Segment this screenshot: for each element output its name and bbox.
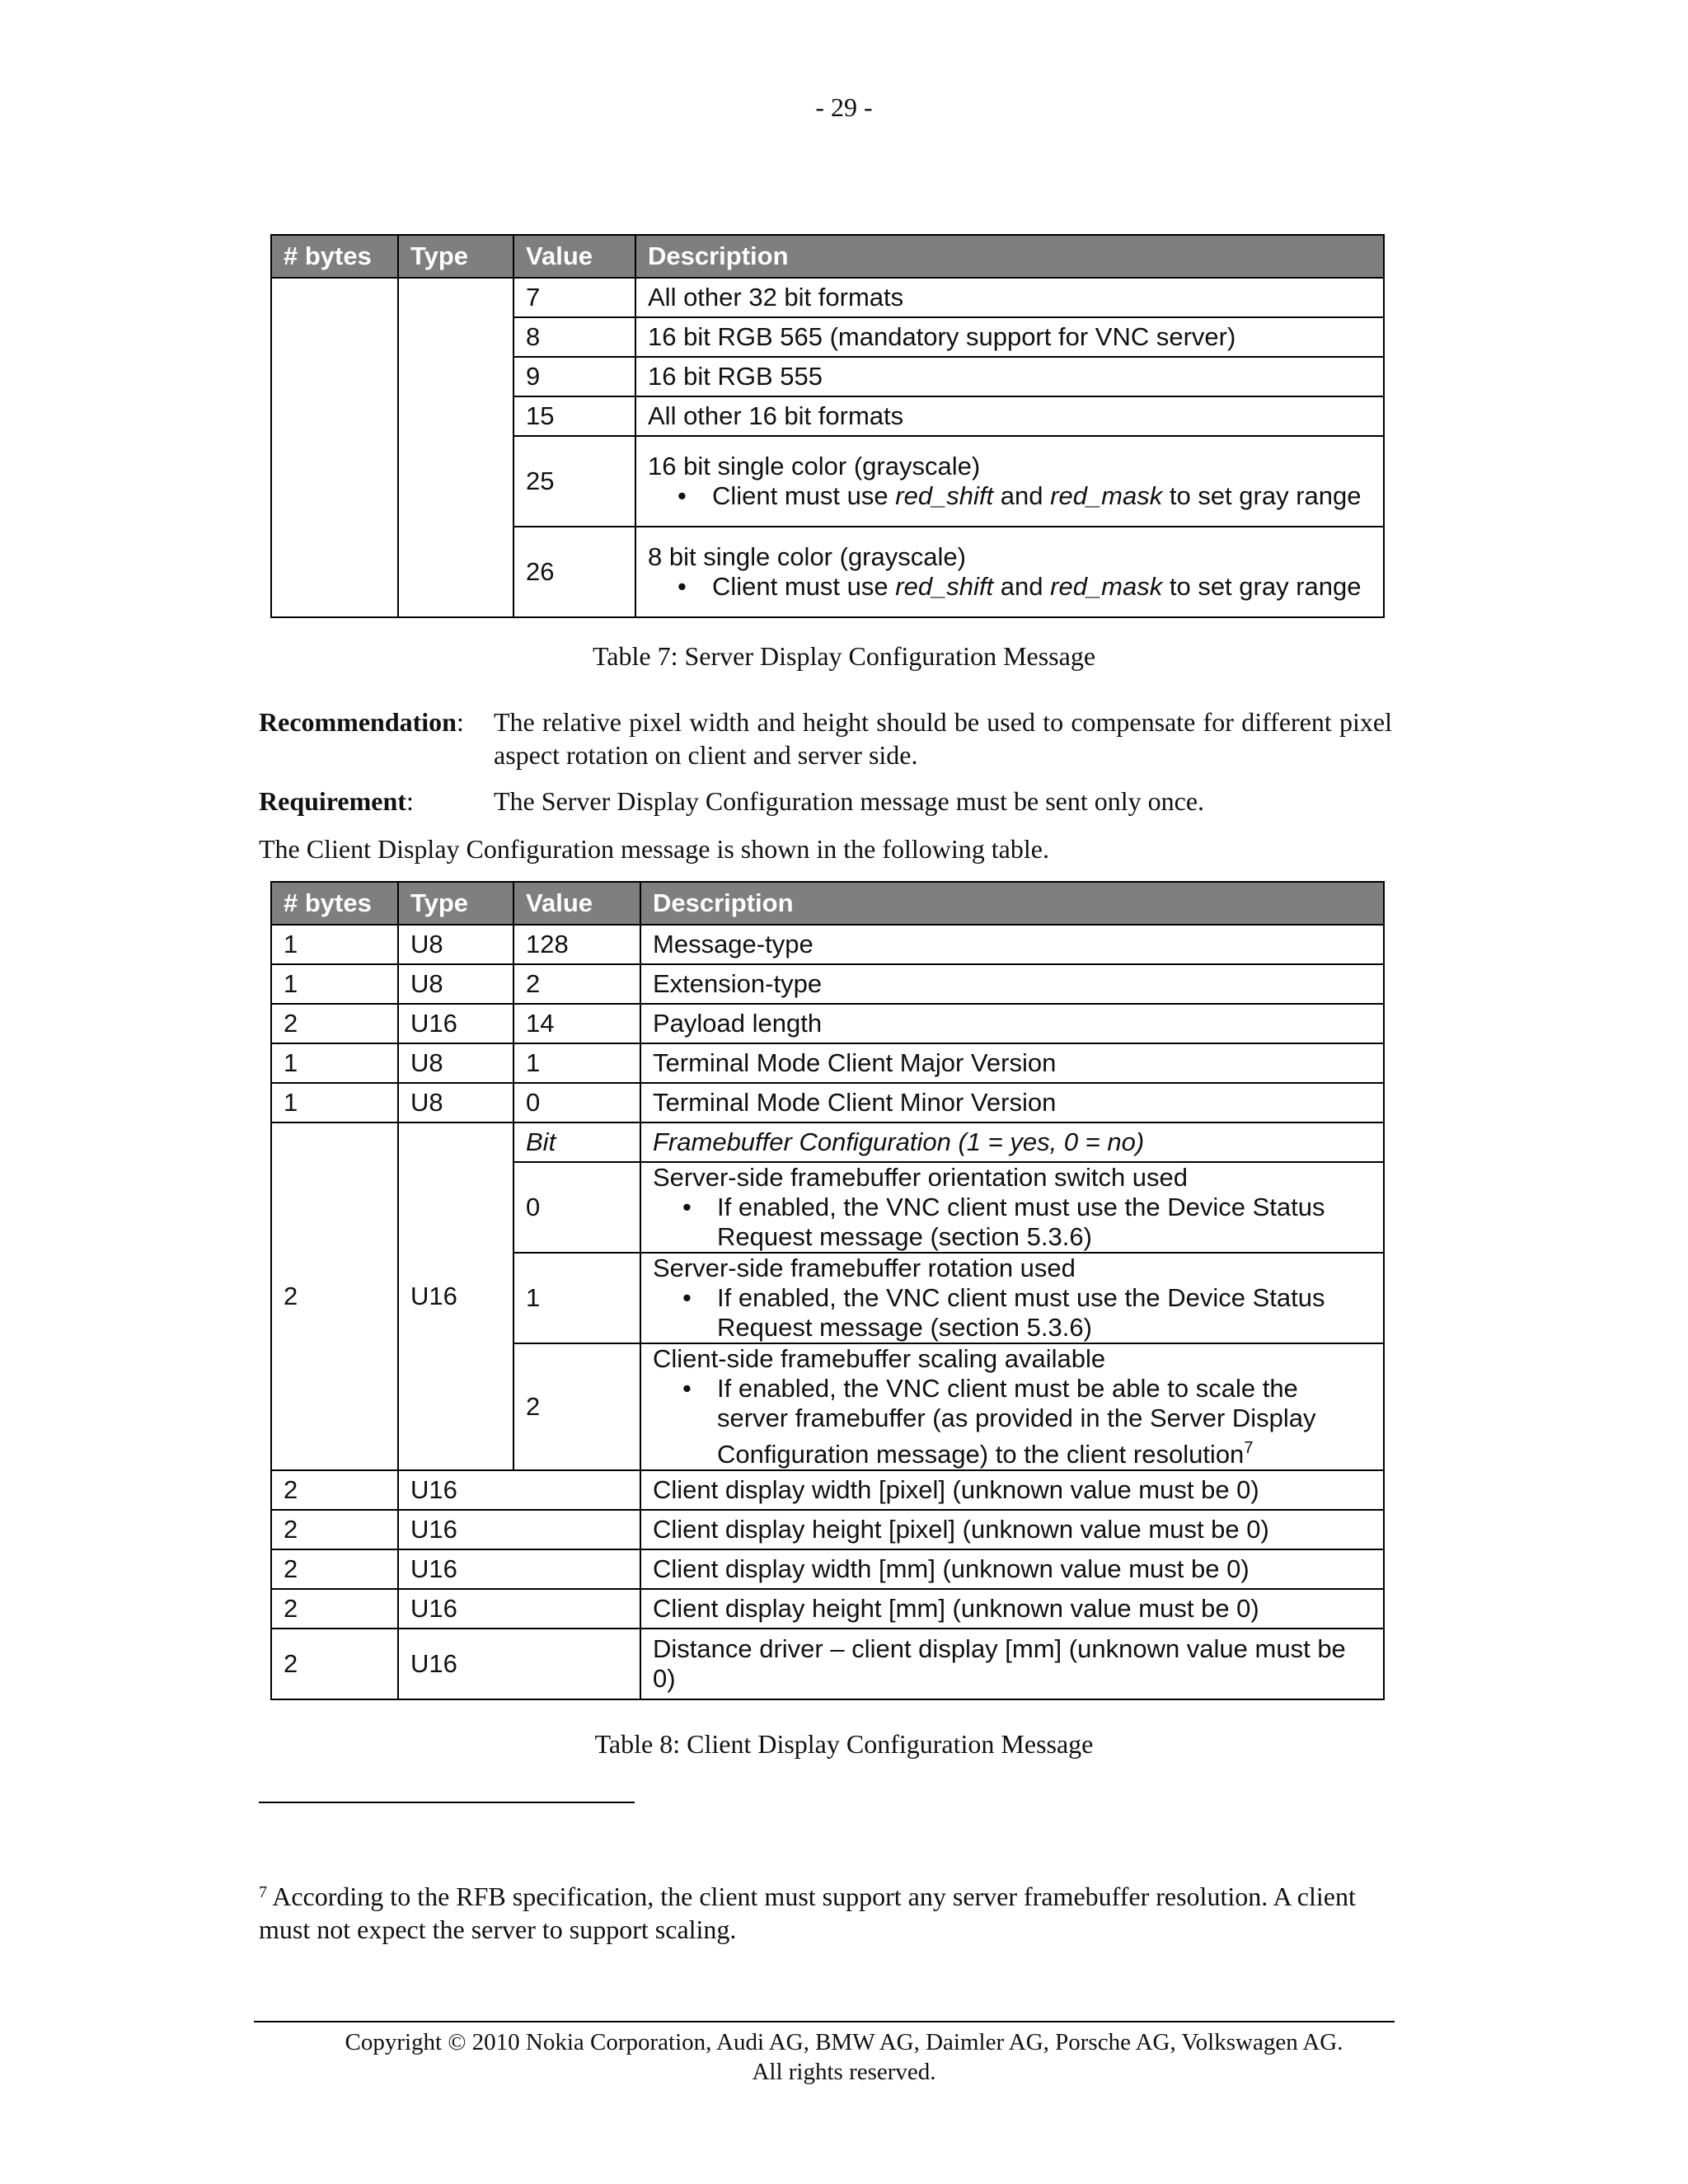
bytes-cell: 1 <box>271 925 398 964</box>
table7-caption: Table 7: Server Display Configuration Message <box>592 641 1096 671</box>
header-value: Value <box>513 235 635 278</box>
header-description: Description <box>635 235 1384 278</box>
bytes-cell: 2 <box>271 1589 398 1629</box>
requirement-text: The Server Display Configuration message must be sent only once. <box>494 786 1205 816</box>
value-cell: 26 <box>513 527 635 617</box>
type-cell: U16 <box>398 1549 640 1589</box>
value-cell: 0 <box>513 1083 640 1122</box>
requirement-label-text: Requirement <box>259 786 406 816</box>
bit-label-cell: Bit <box>513 1122 640 1162</box>
bullet-text: to set gray range <box>1162 481 1362 510</box>
table-row <box>271 1510 1384 1549</box>
bullet-list <box>648 572 1372 602</box>
description-cell: 16 bit RGB 565 (mandatory support for VNC server) <box>635 317 1384 357</box>
client-display-config-table <box>270 881 1385 1700</box>
requirement-label: Requirement: <box>259 786 414 816</box>
description-cell: Message-type <box>640 925 1384 964</box>
bullet-item <box>697 481 1372 511</box>
type-cell: U8 <box>398 964 513 1004</box>
header-type: Type <box>398 235 513 278</box>
table-row <box>271 1589 1384 1629</box>
description-cell: Payload length <box>640 1004 1384 1043</box>
bullet-item: • If enabled, the VNC client must use the Device Status Request message (section 5.3.6) <box>702 1283 1372 1343</box>
bullet-italic-text: red_mask <box>1050 481 1163 510</box>
value-cell: 1 <box>513 1253 640 1343</box>
description-cell <box>640 1253 1384 1343</box>
description-text: Server-side framebuffer rotation used <box>653 1254 1076 1282</box>
bullet-italic-text: red_shift <box>895 572 994 601</box>
description-cell <box>640 1162 1384 1253</box>
bytes-cell: 2 <box>271 1510 398 1549</box>
header-bytes: # bytes <box>271 882 398 925</box>
copyright-line: Copyright © 2010 Nokia Corporation, Audi AG, BMW AG, Daimler AG, Porsche AG, Volkswagen AG. <box>345 2029 1343 2055</box>
value-cell: 15 <box>513 396 635 436</box>
description-cell: Client display width [mm] (unknown value must be 0) <box>640 1549 1384 1589</box>
footnote-reference[interactable]: 7 <box>1244 1439 1254 1457</box>
description-cell: Client display width [pixel] (unknown value must be 0) <box>640 1470 1384 1510</box>
type-cell: U16 <box>398 1629 640 1699</box>
type-cell-empty <box>398 278 513 617</box>
header-description: Description <box>640 882 1384 925</box>
table-row <box>271 1083 1384 1122</box>
bullet-item <box>702 1374 1372 1469</box>
description-text: Client-side framebuffer scaling available <box>653 1344 1106 1373</box>
value-cell: 1 <box>513 1043 640 1083</box>
description-text: 16 bit single color (grayscale) <box>648 452 981 480</box>
table-row <box>271 278 1384 317</box>
header-type: Type <box>398 882 513 925</box>
value-cell: 2 <box>513 1343 640 1470</box>
recommendation-text: The relative pixel width and height should be used to compensate for different pixel aspect rotation on client and server side. <box>494 707 1392 770</box>
recommendation-label-text: Recommendation <box>259 707 457 737</box>
bullet-item: • If enabled, the VNC client must use the Device Status Request message (section 5.3.6) <box>702 1193 1372 1252</box>
description-cell: All other 16 bit formats <box>635 396 1384 436</box>
value-cell: 2 <box>513 964 640 1004</box>
page-number: - 29 - <box>815 92 873 122</box>
header-bytes: # bytes <box>271 235 398 278</box>
description-cell <box>635 436 1384 527</box>
bullet-text: and <box>993 572 1051 601</box>
type-cell: U16 <box>398 1589 640 1629</box>
bullet-list <box>653 1283 1372 1343</box>
table-row <box>271 1470 1384 1510</box>
intro-paragraph: The Client Display Configuration message is shown in the following table. <box>259 834 1049 864</box>
bytes-cell: 2 <box>271 1004 398 1043</box>
type-cell: U16 <box>398 1004 513 1043</box>
description-cell: Client display height [pixel] (unknown value must be 0) <box>640 1510 1384 1549</box>
value-cell: 7 <box>513 278 635 317</box>
value-cell: 8 <box>513 317 635 357</box>
footnote-number: 7 <box>259 1883 267 1901</box>
value-cell: 0 <box>513 1162 640 1253</box>
table-row <box>271 1549 1384 1589</box>
table-header-row <box>271 882 1384 925</box>
table-row <box>271 1043 1384 1083</box>
table-row <box>271 964 1384 1004</box>
description-cell <box>640 1343 1384 1470</box>
footnote-text: According to the RFB specification, the client must support any server framebuffer resolution. A client must not expect the server to support scaling. <box>259 1882 1356 1944</box>
header-value: Value <box>513 882 640 925</box>
recommendation-label: Recommendation: <box>259 707 464 737</box>
value-cell: 14 <box>513 1004 640 1043</box>
type-cell: U16 <box>398 1510 640 1549</box>
description-cell: All other 32 bit formats <box>635 278 1384 317</box>
bullet-list <box>653 1193 1372 1252</box>
table-row <box>271 925 1384 964</box>
table-row <box>271 1122 1384 1162</box>
table8-caption: Table 8: Client Display Configuration Message <box>594 1729 1094 1759</box>
bytes-cell-empty <box>271 278 398 617</box>
footnote-separator <box>259 1802 635 1803</box>
value-cell: 25 <box>513 436 635 527</box>
bullet-italic-text: red_shift <box>895 481 994 510</box>
footnote <box>259 1876 1395 1946</box>
type-cell: U8 <box>398 1043 513 1083</box>
footer-separator <box>254 2021 1395 2022</box>
server-display-config-table <box>270 234 1385 618</box>
bytes-cell: 2 <box>271 1549 398 1589</box>
type-cell: U16 <box>398 1470 640 1510</box>
bytes-cell: 2 <box>271 1629 398 1699</box>
bullet-text: to set gray range <box>1162 572 1362 601</box>
type-cell: U16 <box>398 1122 513 1470</box>
value-cell: 128 <box>513 925 640 964</box>
type-cell: U8 <box>398 1083 513 1122</box>
bullet-text: If enabled, the VNC client must be able to scale the server framebuffer (as provided in the Server Display Configuration message) to the client resolution <box>717 1374 1316 1469</box>
copyright-footer <box>0 2027 1688 2087</box>
description-cell: Terminal Mode Client Minor Version <box>640 1083 1384 1122</box>
bullet-text: Client must use <box>712 481 896 510</box>
description-cell: Terminal Mode Client Major Version <box>640 1043 1384 1083</box>
bytes-cell: 2 <box>271 1122 398 1470</box>
description-text: 8 bit single color (grayscale) <box>648 542 966 571</box>
description-cell: Distance driver – client display [mm] (unknown value must be 0) <box>640 1629 1384 1699</box>
rights-line: All rights reserved. <box>752 2059 936 2085</box>
bytes-cell: 1 <box>271 1043 398 1083</box>
bytes-cell: 1 <box>271 964 398 1004</box>
bytes-cell: 2 <box>271 1470 398 1510</box>
bullet-text: and <box>993 481 1051 510</box>
bytes-cell: 1 <box>271 1083 398 1122</box>
bullet-italic-text: red_mask <box>1050 572 1163 601</box>
description-text: Server-side framebuffer orientation switch used <box>653 1163 1189 1192</box>
bullet-text: Client must use <box>712 572 896 601</box>
description-cell: Extension-type <box>640 964 1384 1004</box>
table-row <box>271 1004 1384 1043</box>
bullet-list <box>653 1374 1372 1469</box>
bullet-list <box>648 481 1372 511</box>
bitfield-description-cell: Framebuffer Configuration (1 = yes, 0 = no) <box>640 1122 1384 1162</box>
value-cell: 9 <box>513 357 635 396</box>
description-cell: 16 bit RGB 555 <box>635 357 1384 396</box>
table-row <box>271 1629 1384 1699</box>
description-cell: Client display height [mm] (unknown value must be 0) <box>640 1589 1384 1629</box>
type-cell: U8 <box>398 925 513 964</box>
description-cell <box>635 527 1384 617</box>
bullet-item <box>697 572 1372 602</box>
table-header-row <box>271 235 1384 278</box>
